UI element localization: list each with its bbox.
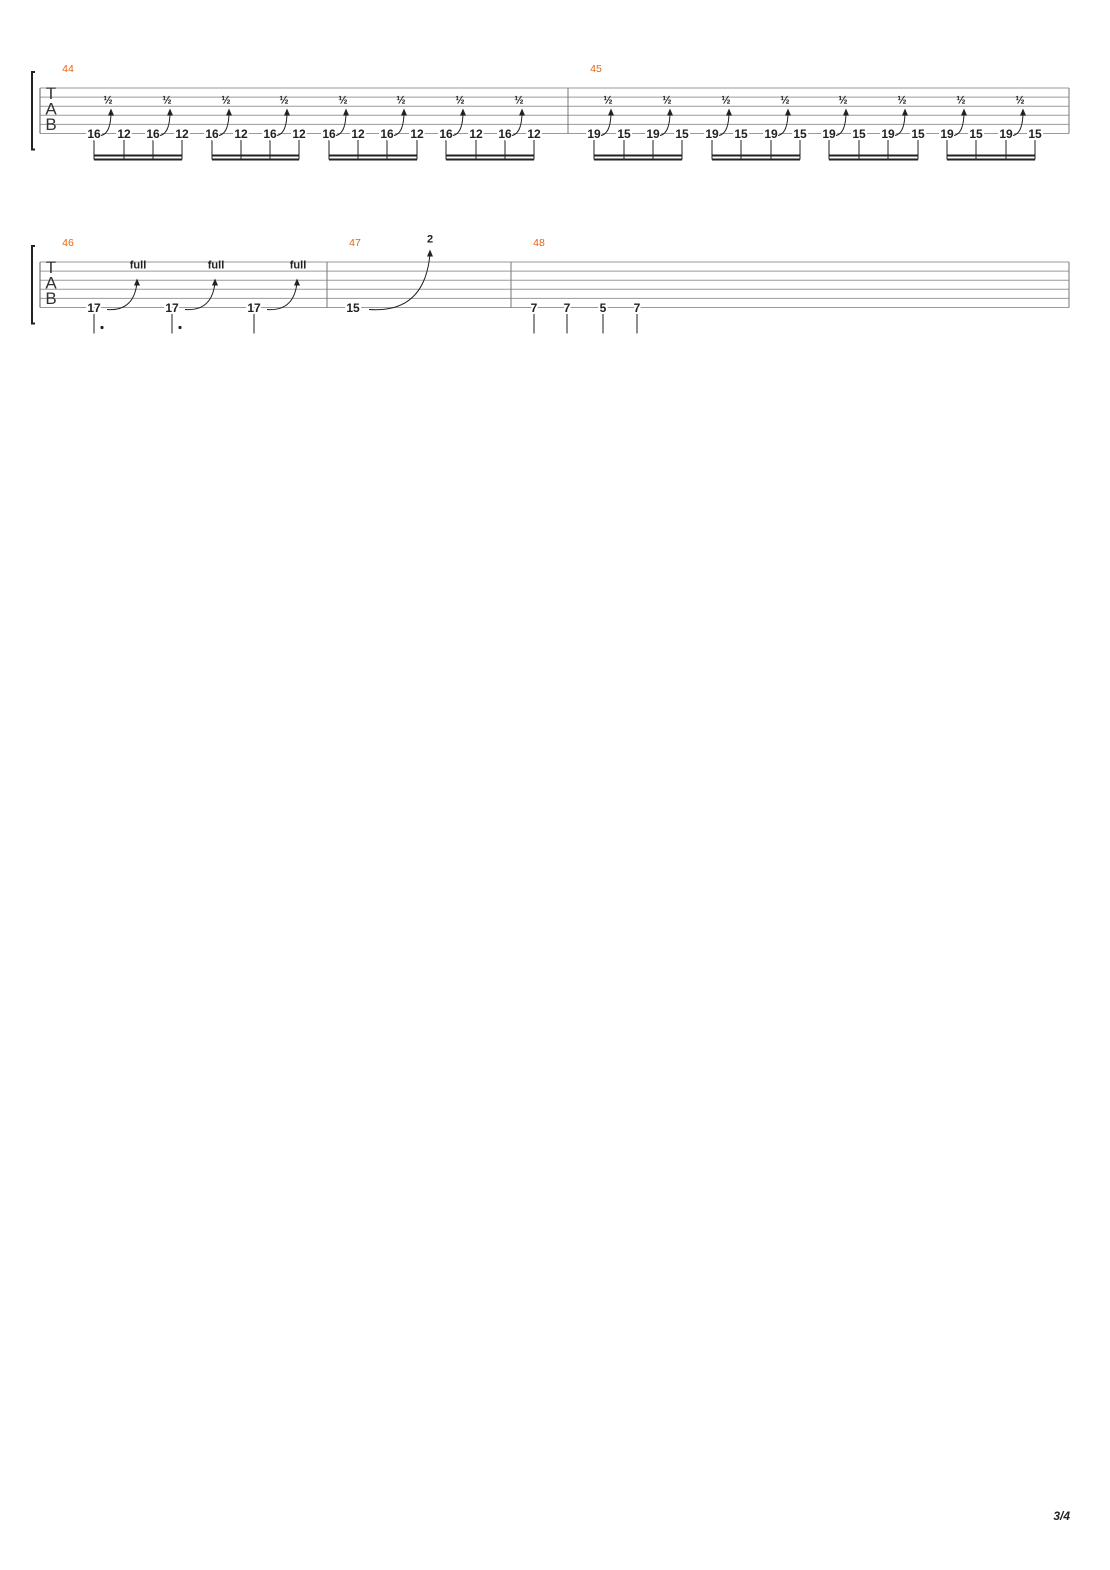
fret-number: 16 xyxy=(380,127,394,141)
measure-number: 45 xyxy=(590,63,602,75)
fret-number: 12 xyxy=(527,127,541,141)
bend-amount: full xyxy=(289,259,307,272)
augmentation-dot xyxy=(100,326,103,329)
bend-arrowhead xyxy=(608,109,614,116)
bend-amount: ½ xyxy=(279,94,289,107)
fret-number: 15 xyxy=(969,127,983,141)
tab-clef-letter: B xyxy=(45,115,57,134)
tab-clef-letter: T xyxy=(45,258,57,277)
system-bracket xyxy=(32,72,35,150)
bend-arrowhead xyxy=(519,109,525,116)
fret-number: 7 xyxy=(563,301,571,315)
bend-arrowhead xyxy=(108,109,114,116)
bend-amount: ½ xyxy=(1015,94,1025,107)
bend-arrowhead xyxy=(460,109,466,116)
bend-arrowhead xyxy=(843,109,849,116)
bend-arrowhead xyxy=(167,109,173,116)
bend-arrow xyxy=(107,283,137,310)
page-number: 3/4 xyxy=(1053,1509,1070,1523)
fret-number: 19 xyxy=(940,127,954,141)
fret-number: 15 xyxy=(852,127,866,141)
bend-arrowhead xyxy=(294,279,300,286)
bend-amount: ½ xyxy=(221,94,231,107)
bend-amount: ½ xyxy=(455,94,465,107)
fret-number: 12 xyxy=(292,127,306,141)
fret-number: 16 xyxy=(205,127,219,141)
bend-arrowhead xyxy=(134,279,140,286)
measure-number: 48 xyxy=(533,237,545,249)
bend-arrow xyxy=(185,283,215,310)
system-bracket xyxy=(32,246,35,324)
tab-clef-letter: T xyxy=(45,84,57,103)
bend-amount: 2 xyxy=(426,233,434,246)
fret-number: 16 xyxy=(498,127,512,141)
fret-number: 19 xyxy=(646,127,660,141)
bend-arrowhead xyxy=(401,109,407,116)
fret-number: 16 xyxy=(439,127,453,141)
fret-number: 7 xyxy=(633,301,641,315)
bend-amount: ½ xyxy=(780,94,790,107)
fret-number: 7 xyxy=(530,301,538,315)
bend-amount: ½ xyxy=(956,94,966,107)
fret-number: 15 xyxy=(911,127,925,141)
fret-number: 19 xyxy=(705,127,719,141)
bend-amount: full xyxy=(207,259,225,272)
fret-number: 15 xyxy=(346,301,360,315)
measure-number: 47 xyxy=(349,237,361,249)
fret-number: 19 xyxy=(881,127,895,141)
fret-number: 12 xyxy=(351,127,365,141)
fret-number: 12 xyxy=(175,127,189,141)
fret-number: 15 xyxy=(793,127,807,141)
bend-arrowhead xyxy=(902,109,908,116)
bend-amount: ½ xyxy=(603,94,613,107)
bend-arrowhead xyxy=(726,109,732,116)
fret-number: 19 xyxy=(764,127,778,141)
fret-number: 12 xyxy=(234,127,248,141)
fret-number: 15 xyxy=(675,127,689,141)
bend-arrow xyxy=(267,283,297,310)
fret-number: 16 xyxy=(146,127,160,141)
fret-number: 17 xyxy=(247,301,261,315)
bend-arrowhead xyxy=(667,109,673,116)
fret-number: 12 xyxy=(469,127,483,141)
bend-arrowhead xyxy=(785,109,791,116)
bend-arrowhead xyxy=(212,279,218,286)
measure-number: 44 xyxy=(62,63,74,75)
fret-number: 15 xyxy=(1028,127,1042,141)
bend-arrowhead xyxy=(427,250,433,257)
fret-number: 19 xyxy=(999,127,1013,141)
bend-amount: ½ xyxy=(514,94,524,107)
fret-number: 5 xyxy=(599,301,607,315)
fret-number: 16 xyxy=(322,127,336,141)
fret-number: 19 xyxy=(587,127,601,141)
fret-number: 15 xyxy=(734,127,748,141)
fret-number: 15 xyxy=(617,127,631,141)
bend-arrowhead xyxy=(226,109,232,116)
fret-number: 17 xyxy=(165,301,179,315)
fret-number: 12 xyxy=(410,127,424,141)
bend-arrowhead xyxy=(284,109,290,116)
bend-amount: ½ xyxy=(838,94,848,107)
bend-amount: ½ xyxy=(721,94,731,107)
bend-arrowhead xyxy=(961,109,967,116)
bend-amount: ½ xyxy=(103,94,113,107)
fret-number: 12 xyxy=(117,127,131,141)
measure-number: 46 xyxy=(62,237,74,249)
bend-amount: ½ xyxy=(396,94,406,107)
augmentation-dot xyxy=(178,326,181,329)
tab-clef-letter: B xyxy=(45,289,57,308)
tab-clef-letter: A xyxy=(45,99,57,119)
bend-amount: ½ xyxy=(897,94,907,107)
tab-clef-letter: A xyxy=(45,273,57,293)
bend-amount: ½ xyxy=(162,94,172,107)
bend-arrowhead xyxy=(343,109,349,116)
fret-number: 19 xyxy=(822,127,836,141)
bend-amount: full xyxy=(129,259,147,272)
bend-amount: ½ xyxy=(338,94,348,107)
fret-number: 16 xyxy=(263,127,277,141)
bend-amount: ½ xyxy=(662,94,672,107)
fret-number: 17 xyxy=(87,301,101,315)
fret-number: 16 xyxy=(87,127,101,141)
bend-arrowhead xyxy=(1020,109,1026,116)
